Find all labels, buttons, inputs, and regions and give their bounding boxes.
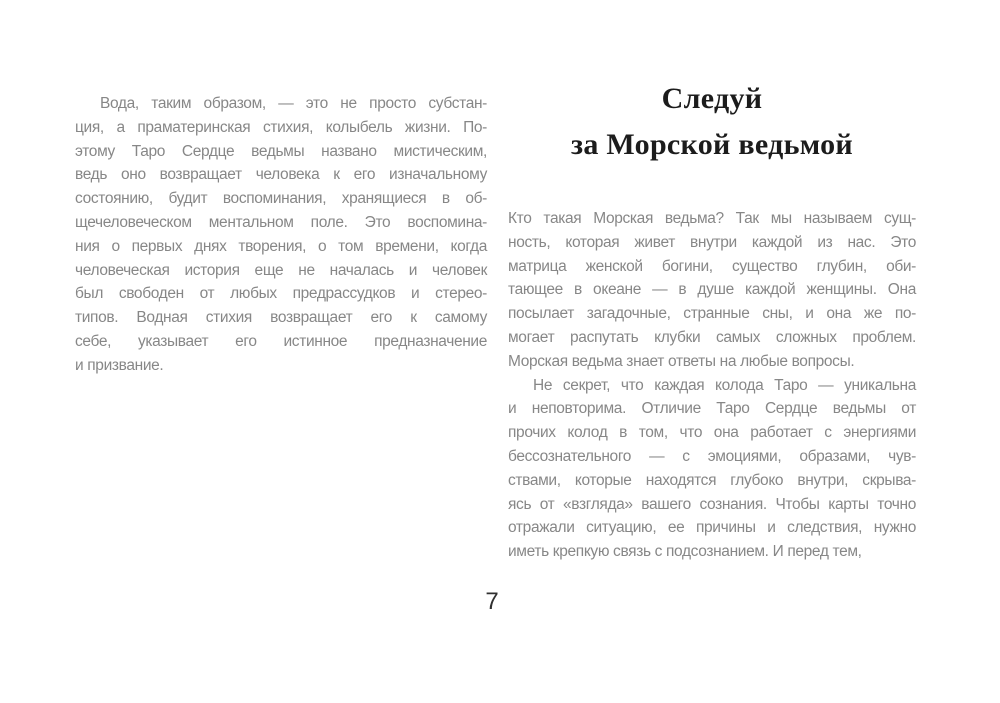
text-line: Не секрет, что каждая колода Таро — уникальна	[533, 376, 916, 394]
text-line: матрица женской богини, существо глубин, оби-	[508, 257, 916, 275]
text-line: ность, которая живет внутри каждой из нас. Это	[508, 233, 916, 251]
text-line: и призвание.	[75, 356, 164, 374]
text-line: состоянию, будит воспоминания, хранящиеся в об-	[75, 190, 487, 208]
text-line: Морская ведьма знает ответы на любые вопросы.	[508, 352, 855, 370]
text-line: иметь крепкую связь с подсознанием. И перед тем,	[508, 543, 862, 561]
text-line: посылает загадочные, странные сны, и она же по-	[508, 305, 916, 323]
text-line: могает распутать клубки самых сложных проблем.	[508, 328, 916, 346]
text-line: ния о первых днях творения, о том времени, когда	[75, 237, 487, 255]
left-text-column	[75, 92, 487, 378]
text-line: типов. Водная стихия возвращает его к самому	[75, 309, 487, 327]
right-text-column	[508, 207, 916, 564]
text-line: бессознательного — с эмоциями, образами, чув-	[508, 447, 916, 465]
text-line: ствами, которые находятся глубоко внутри, скрыва-	[508, 471, 916, 489]
text-line: ция, а праматеринская стихия, колыбель жизни. По-	[75, 118, 487, 136]
text-line: отражали ситуацию, ее причины и следствия, нужно	[508, 519, 916, 537]
text-line: ведь оно возвращает человека к его изначальному	[75, 166, 487, 184]
text-line: был свободен от любых предрассудков и стерео-	[75, 285, 487, 303]
page-number: 7	[485, 588, 499, 615]
chapter-heading-line: Следуй	[661, 82, 763, 115]
text-line: Кто такая Морская ведьма? Так мы называем сущ-	[508, 210, 916, 227]
text-line: себе, указывает его истинное предназначение	[75, 332, 487, 350]
chapter-heading-line: за Морской ведьмой	[570, 128, 854, 161]
text-line: этому Таро Сердце ведьмы названо мистическим,	[75, 142, 487, 160]
text-line: и неповторима. Отличие Таро Сердце ведьмы от	[508, 400, 916, 418]
text-line: Вода, таким образом, — это не просто субстан-	[100, 95, 487, 112]
text-line: тающее в океане — в душе каждой женщины. Она	[508, 281, 916, 299]
text-line: ясь от «взгляда» вашего сознания. Чтобы карты точно	[508, 495, 916, 513]
text-line: человеческая история еще не началась и человек	[75, 261, 487, 279]
chapter-heading	[508, 76, 916, 168]
text-line: щечеловеческом ментальном поле. Это воспомина-	[75, 213, 487, 231]
text-line: прочих колод в том, что она работает с энергиями	[508, 424, 916, 442]
